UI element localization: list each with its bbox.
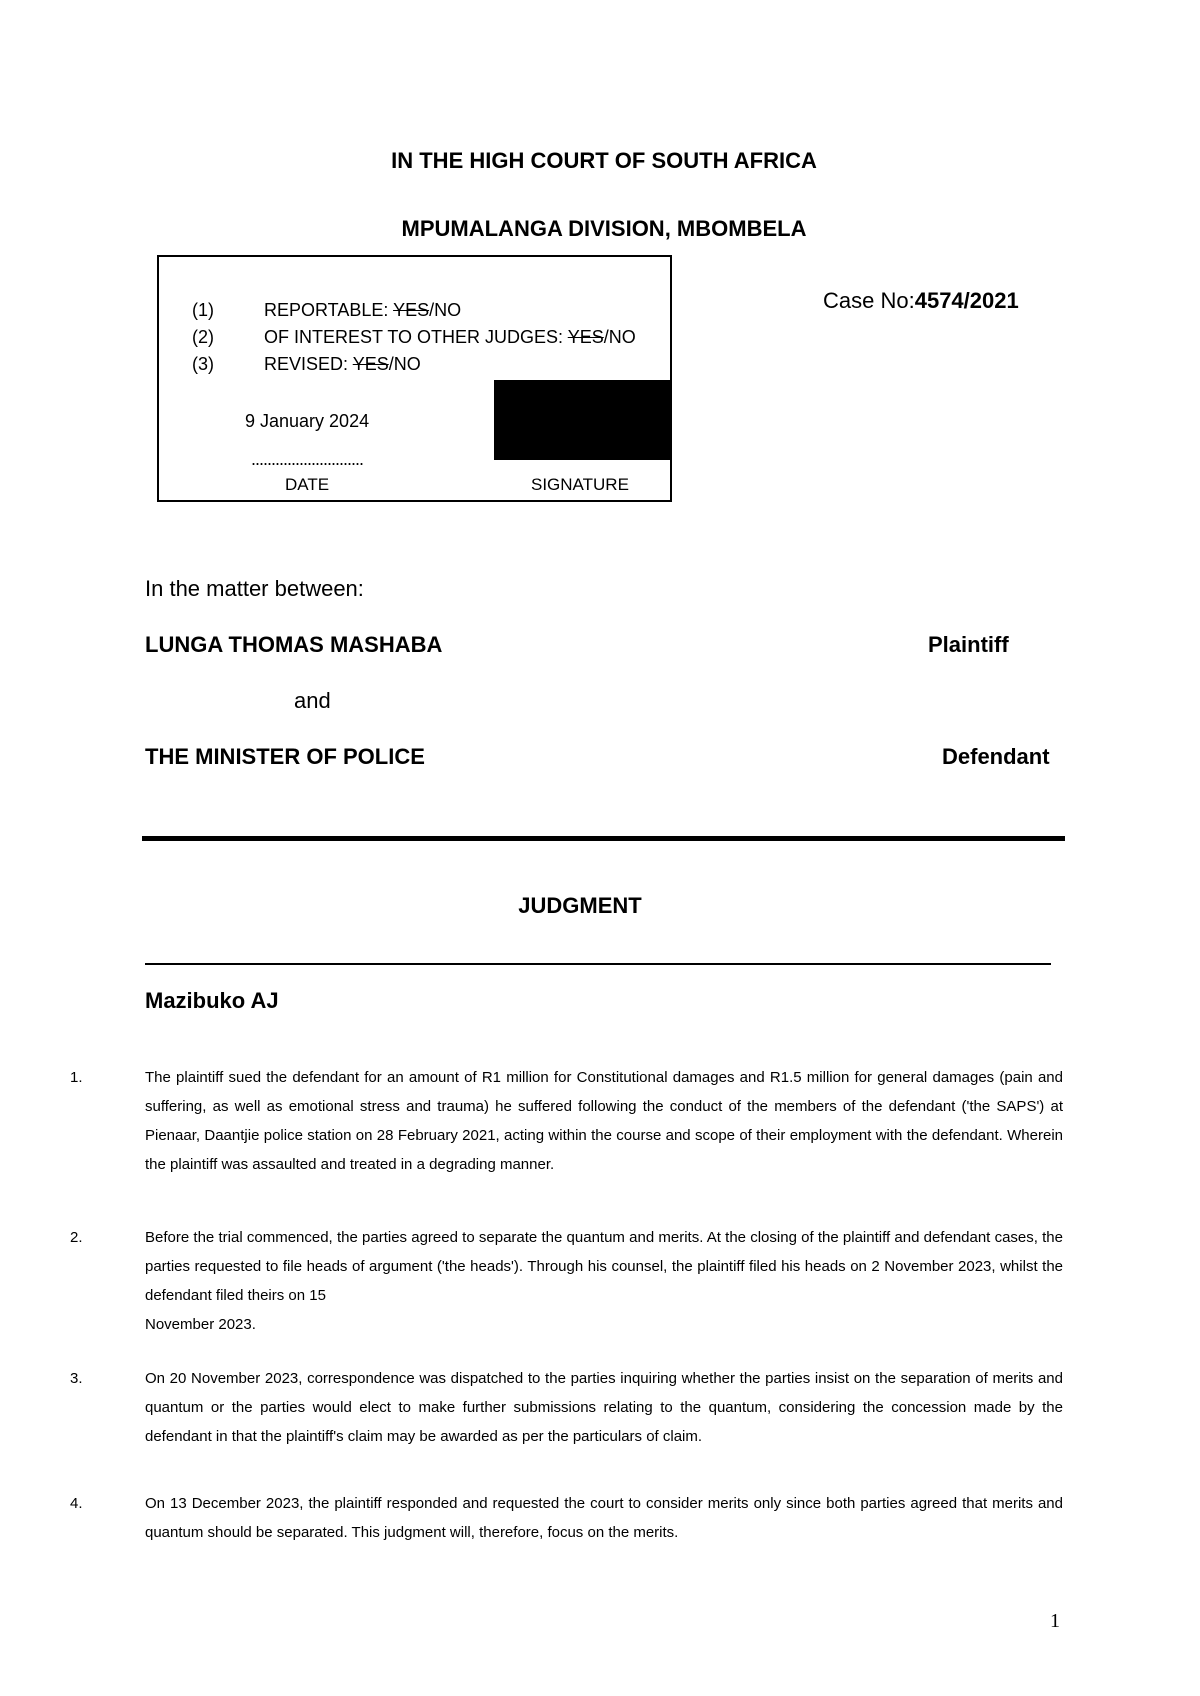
cert-item-selected-option: /NO bbox=[429, 300, 462, 320]
cert-item-interest bbox=[192, 327, 636, 348]
party-conjunction: and bbox=[294, 688, 331, 713]
matter-intro: In the matter between: bbox=[145, 576, 364, 601]
cert-date-value: 9 January 2024 bbox=[245, 411, 370, 431]
cert-item-label: OF INTEREST TO OTHER JUDGES: bbox=[264, 327, 564, 347]
defendant-name: THE MINISTER OF POLICE bbox=[145, 744, 425, 769]
cert-date-label: DATE bbox=[285, 475, 330, 494]
reportability-certificate-box bbox=[157, 255, 672, 502]
heading-divider-thick bbox=[142, 836, 1065, 841]
cert-item-selected-option: /NO bbox=[603, 327, 636, 347]
paragraph-text: On 20 November 2023, correspondence was dispatched to the parties inquiring whether the parties insist on the separation of merits and quantum or the parties would elect to make further submissions relating to the quantum, considering the concession made by the defendant in that the plaintiff's claim may be awarded as per the particulars of claim. bbox=[145, 1370, 1063, 1445]
paragraph-text: Before the trial commenced, the parties agreed to separate the quantum and merits. At the closing of the plaintiff and defendant cases, the parties requested to file heads of argument ('the heads'). Through his counsel, the plaintiff filed his heads on 2 November 2023, whilst the defendant filed theirs on 15 bbox=[145, 1229, 1063, 1304]
cert-item-label: REVISED: bbox=[264, 354, 349, 374]
cert-item-number: (2) bbox=[192, 327, 214, 347]
case-number-value: 4574/2021 bbox=[914, 288, 1019, 313]
case-number bbox=[823, 288, 1019, 314]
cert-item-label: REPORTABLE: bbox=[264, 300, 389, 320]
paragraph-number: 4. bbox=[70, 1495, 83, 1512]
paragraph-text: The plaintiff sued the defendant for an amount of R1 million for Constitutional damages and R1.5 million for general damages (pain and suffering, as well as emotional stress and trauma) he suffered following the conduct of the members of the defendant ('the SAPS') at Pienaar, Daantjie police station on 28 February 2021, acting within the course and scope of their employment with the defendant. Wherein the plaintiff was assaulted and treated in a degrading manner. bbox=[145, 1069, 1063, 1173]
cert-item-struck-option: YES bbox=[352, 354, 389, 374]
paragraph-number: 2. bbox=[70, 1229, 83, 1246]
cert-item-struck-option: YES bbox=[393, 300, 430, 320]
paragraph-number: 1. bbox=[70, 1069, 83, 1086]
judgment-title: JUDGMENT bbox=[518, 893, 642, 918]
cert-signature-label: SIGNATURE bbox=[531, 475, 629, 494]
cert-item-number: (3) bbox=[192, 354, 214, 374]
plaintiff-role: Plaintiff bbox=[928, 632, 1009, 657]
heading-divider-thin bbox=[145, 963, 1051, 965]
plaintiff-name: LUNGA THOMAS MASHABA bbox=[145, 632, 443, 657]
cert-item-reportable bbox=[192, 300, 461, 321]
court-division: MPUMALANGA DIVISION, MBOMBELA bbox=[401, 216, 807, 241]
judge-name: Mazibuko AJ bbox=[145, 988, 279, 1013]
cert-item-selected-option: /NO bbox=[388, 354, 421, 374]
court-name: IN THE HIGH COURT OF SOUTH AFRICA bbox=[391, 148, 817, 173]
paragraph-text: On 13 December 2023, the plaintiff responded and requested the court to consider merits only since both parties agreed that merits and quantum should be separated. This judgment will, therefore, focus on the merits. bbox=[145, 1495, 1063, 1541]
paragraph-text-continuation: November 2023. bbox=[145, 1316, 256, 1333]
cert-item-revised bbox=[192, 354, 421, 375]
cert-date-dotted-line: ............................ bbox=[251, 449, 364, 469]
cert-item-number: (1) bbox=[192, 300, 214, 320]
cert-item-struck-option: YES bbox=[567, 327, 604, 347]
signature-redaction bbox=[494, 380, 672, 460]
defendant-role: Defendant bbox=[942, 744, 1050, 769]
page-number: 1 bbox=[1050, 1610, 1060, 1632]
paragraph-number: 3. bbox=[70, 1370, 83, 1387]
case-number-label: Case No: bbox=[823, 288, 915, 313]
